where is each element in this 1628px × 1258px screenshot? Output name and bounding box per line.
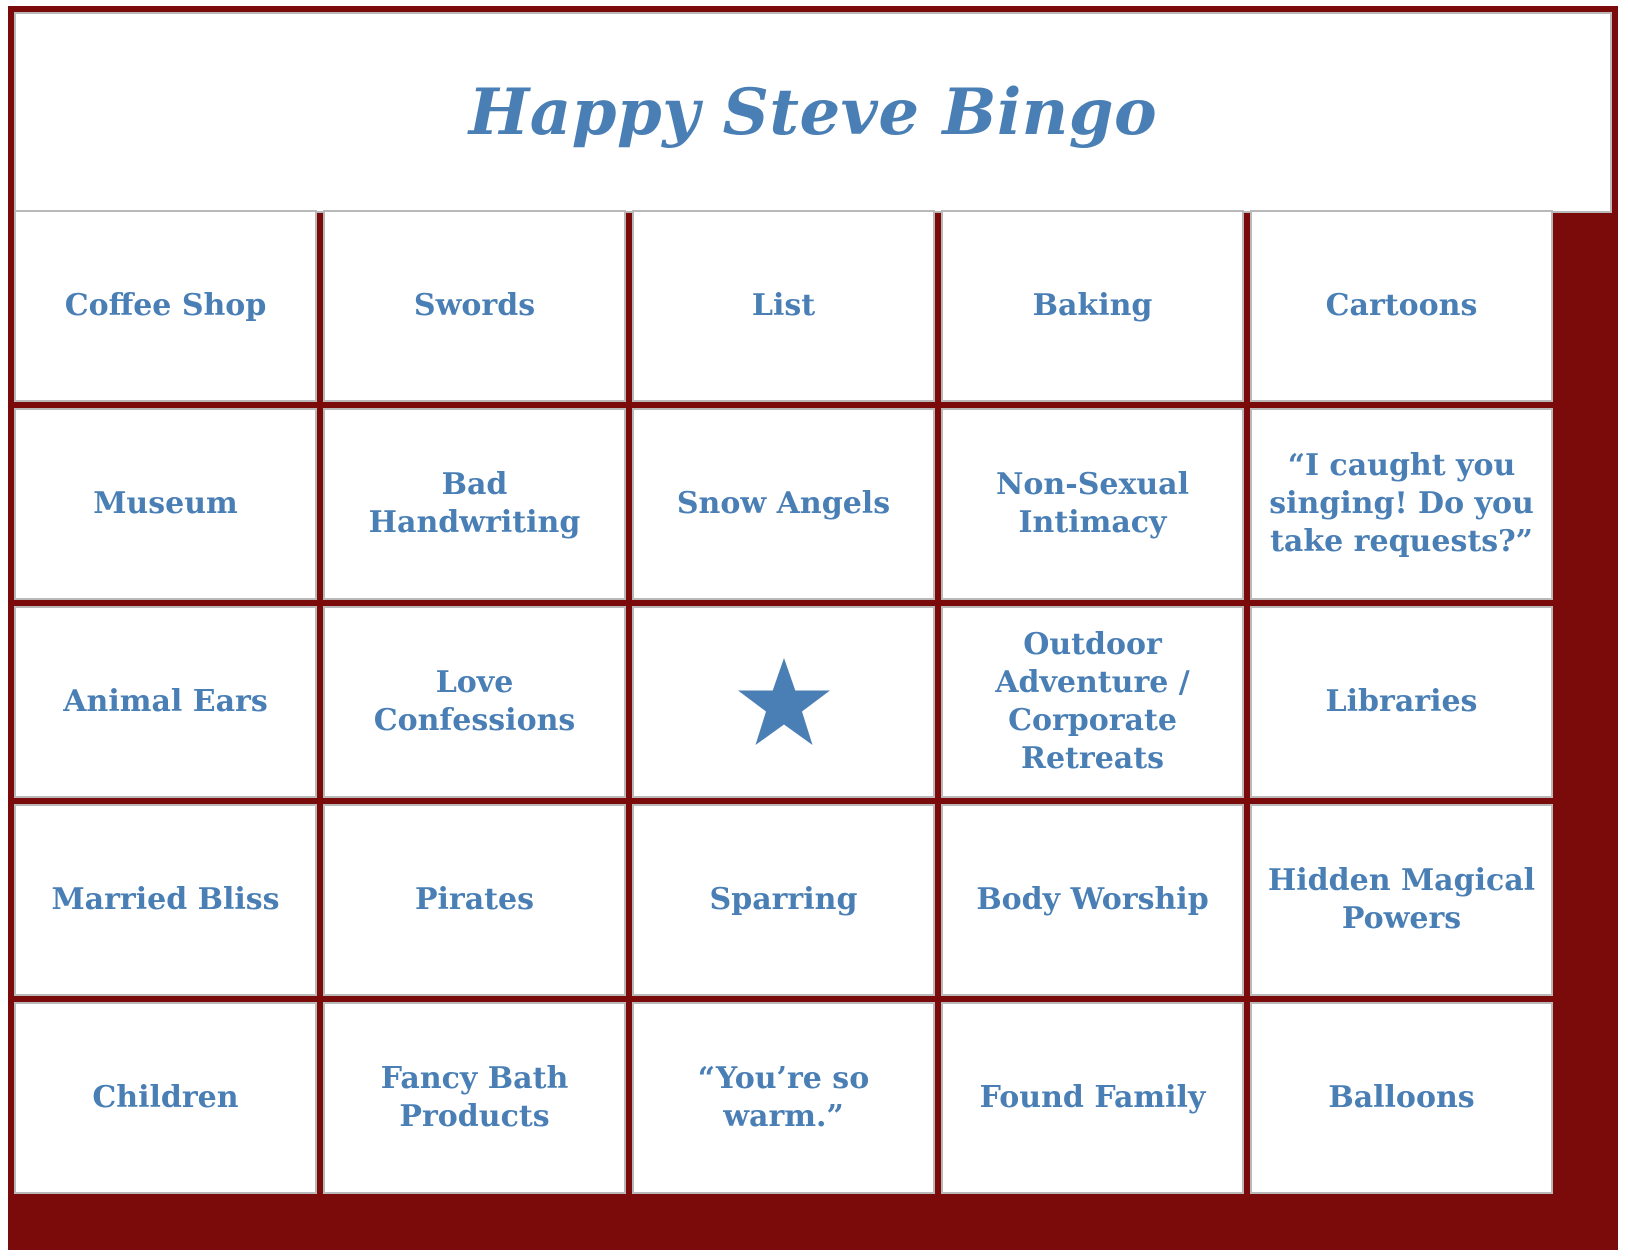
bingo-square[interactable] [323, 804, 626, 996]
bingo-square[interactable] [941, 408, 1244, 600]
bingo-square[interactable] [323, 1002, 626, 1194]
bingo-square[interactable] [14, 210, 317, 402]
bingo-square[interactable] [941, 804, 1244, 996]
square-label: Found Family [979, 1080, 1206, 1115]
bingo-square[interactable] [941, 606, 1244, 798]
square-label: Cartoons [1325, 288, 1478, 323]
bingo-square[interactable] [941, 1002, 1244, 1194]
bingo-square[interactable] [1250, 210, 1553, 402]
square-label: List [751, 288, 816, 323]
square-label: Outdoor Adventure / Corporate Retreats [995, 627, 1190, 776]
square-label: Fancy Bath Products [380, 1061, 569, 1134]
square-label: Libraries [1325, 684, 1478, 719]
square-label: Baking [1032, 288, 1153, 323]
bingo-square[interactable] [632, 408, 935, 600]
bingo-square[interactable] [1250, 606, 1553, 798]
bingo-square[interactable] [632, 1002, 935, 1194]
square-label: Non-Sexual Intimacy [996, 467, 1189, 540]
bingo-square[interactable] [323, 210, 626, 402]
bingo-square[interactable] [14, 1002, 317, 1194]
square-label: Sparring [709, 882, 858, 917]
square-label: Bad Handwriting [368, 467, 581, 540]
square-label: “I caught you singing! Do you take requests?” [1269, 448, 1534, 559]
square-label: “You’re so warm.” [697, 1061, 870, 1134]
bingo-square[interactable] [941, 210, 1244, 402]
bingo-square[interactable] [323, 408, 626, 600]
bingo-square[interactable] [14, 606, 317, 798]
square-label: Snow Angels [676, 486, 891, 521]
bingo-square[interactable] [323, 606, 626, 798]
bingo-board [8, 6, 1618, 1250]
square-label: Coffee Shop [64, 288, 267, 323]
page-title: Happy Steve Bingo [468, 75, 1158, 150]
square-label: Balloons [1328, 1080, 1475, 1115]
bingo-square[interactable] [14, 408, 317, 600]
square-label: Animal Ears [63, 684, 268, 719]
bingo-square[interactable] [632, 804, 935, 996]
square-label: Swords [413, 288, 536, 323]
bingo-square[interactable] [1250, 408, 1553, 600]
star-icon [736, 656, 832, 748]
title-banner [14, 12, 1612, 213]
square-label: Pirates [414, 882, 535, 917]
square-label: Body Worship [976, 882, 1209, 917]
square-label: Museum [93, 486, 238, 521]
bingo-square[interactable] [632, 210, 935, 402]
square-label: Married Bliss [51, 882, 280, 917]
bingo-square[interactable] [14, 804, 317, 996]
square-label: Love Confessions [373, 665, 576, 738]
square-label: Children [92, 1080, 239, 1115]
bingo-square[interactable] [1250, 804, 1553, 996]
bingo-square[interactable] [1250, 1002, 1553, 1194]
free-space-square[interactable] [632, 606, 935, 798]
square-label: Hidden Magical Powers [1267, 863, 1536, 936]
